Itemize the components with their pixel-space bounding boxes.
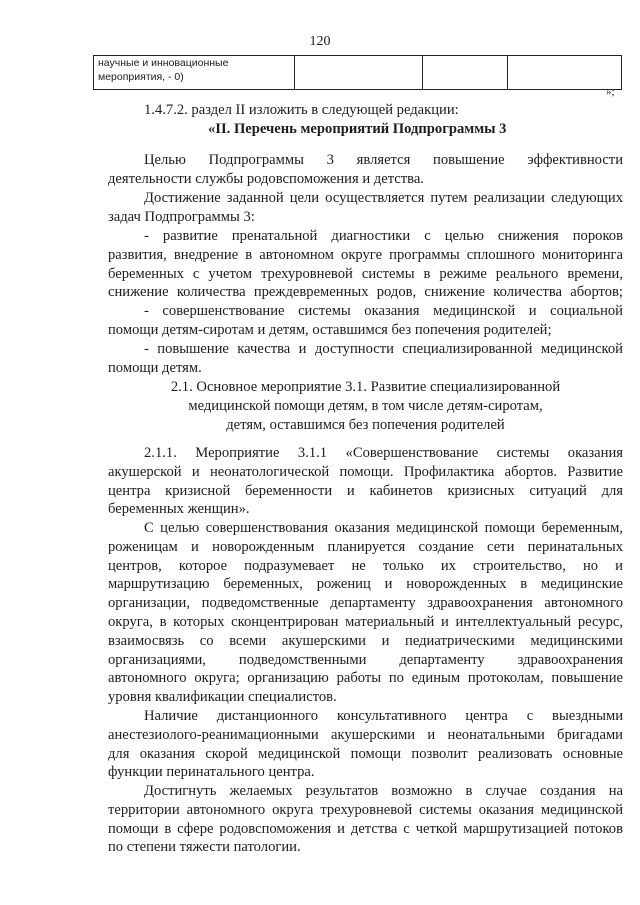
table-cell-line: научные и инновационные: [98, 57, 229, 69]
text-line: округа, в которых сконцентрирован материальный и интеллектуальный ресурс,: [108, 613, 623, 630]
text-line: С целью совершенствования оказания медицинской помощи беременным,: [144, 520, 623, 536]
table-cell-empty: [295, 56, 422, 90]
subheading-line: детям, оставшимся без попечения родителей: [226, 416, 505, 433]
table-cell-empty: [422, 56, 507, 90]
text-line: помощи детям.: [108, 359, 202, 376]
instruction-text: 1.4.7.2. раздел II изложить в следующей редакции:: [144, 102, 459, 118]
page-number: 120: [309, 34, 331, 49]
measure-paragraph: [108, 444, 623, 519]
text-line: акушерской и неонатологической помощи. Профилактика абортов. Развитие: [108, 463, 623, 480]
text-line: беременных женщин».: [108, 501, 250, 518]
subheading-line: медицинской помощи детям, в том числе детям-сиротам,: [188, 397, 543, 414]
goal-paragraph: [108, 151, 623, 189]
table-cell-label: [94, 56, 295, 90]
text-line: задач Подпрограммы 3:: [108, 208, 255, 225]
text-line: помощи в сфере родовспоможения и детства с четкой маршрутизацией потоков: [108, 820, 623, 837]
text-line: деятельности службы родовспоможения и детства.: [108, 170, 424, 187]
text-line: снижение количества преждевременных родов, снижение количества абортов;: [108, 284, 623, 301]
text-line: 2.1.1. Мероприятие 3.1.1 «Совершенствование системы оказания: [144, 445, 623, 461]
text-line: Целью Подпрограммы 3 является повышение эффективности: [144, 152, 623, 168]
perinatal-network-paragraph: [108, 519, 623, 707]
text-line: Достижение заданной цели осуществляется путем реализации следующих: [144, 190, 623, 206]
consult-center-paragraph: [108, 707, 623, 782]
task-item: [108, 340, 623, 378]
section-title: «II. Перечень мероприятий Подпрограммы 3: [208, 120, 507, 137]
text-line: по степени тяжести патологии.: [108, 839, 301, 856]
subheading-line: 2.1. Основное мероприятие 3.1. Развитие специализированной: [170, 379, 561, 395]
text-line: организациями, подведомственными департаменту здравоохранения: [108, 651, 623, 668]
text-line: - развитие пренатальной диагностики с целью снижения пороков: [144, 228, 623, 244]
text-line: уровня квалификации специалистов.: [108, 689, 337, 706]
results-paragraph: [108, 782, 623, 857]
subheading: [108, 378, 623, 434]
table-fragment: [93, 55, 622, 90]
text-line: развития, внедрение в автономном округе программы сплошного мониторинга: [108, 246, 623, 263]
task-item: [108, 302, 623, 340]
text-line: территории автономного округа трехуровневой системы оказания медицинской: [108, 801, 623, 818]
text-line: для оказания скорой медицинской помощи позволит реализовать основные: [108, 745, 623, 762]
table-cell-line: мероприятия, - 0): [98, 71, 184, 83]
task-item: [108, 227, 623, 302]
instruction-block: [108, 101, 623, 139]
text-line: автономного округа; организацию работы по единым протоколам, повышение: [108, 670, 623, 687]
text-line: маршрутизацию беременных, рожениц и новорожденных в медицинские: [108, 576, 623, 593]
table-cell-empty: [507, 56, 621, 90]
text-line: функции перинатального центра.: [108, 764, 315, 781]
text-line: помощи детям-сиротам и детям, оставшимся без попечения родителей;: [108, 321, 552, 338]
text-line: Достигнуть желаемых результатов возможно в случае создания на: [144, 783, 623, 799]
text-line: Наличие дистанционного консультативного центра с выездными: [144, 708, 623, 724]
closing-quote-mark: »;: [606, 86, 615, 98]
text-line: - повышение качества и доступности специализированной медицинской: [144, 341, 623, 357]
text-line: центра кризисной беременности и кабинетов кризисных ситуаций для: [108, 482, 623, 499]
text-line: анестезиолого-реанимационными акушерскими и неонатальными бригадами: [108, 726, 623, 743]
text-line: взаимосвязь со всеми акушерскими и педиатрическими медицинскими: [108, 632, 623, 649]
text-line: центров, которое подразумевает не только их строительство, но и: [108, 557, 623, 574]
tasks-intro-paragraph: [108, 189, 623, 227]
text-line: беременных с учетом трехуровневой системы в режиме реального времени,: [108, 265, 623, 282]
text-line: роженицам и новорожденным планируется создание сети перинатальных: [108, 538, 623, 555]
text-line: - совершенствование системы оказания медицинской и социальной: [144, 303, 623, 319]
text-line: организации, подведомственные департаменту здравоохранения автономного: [108, 595, 623, 612]
